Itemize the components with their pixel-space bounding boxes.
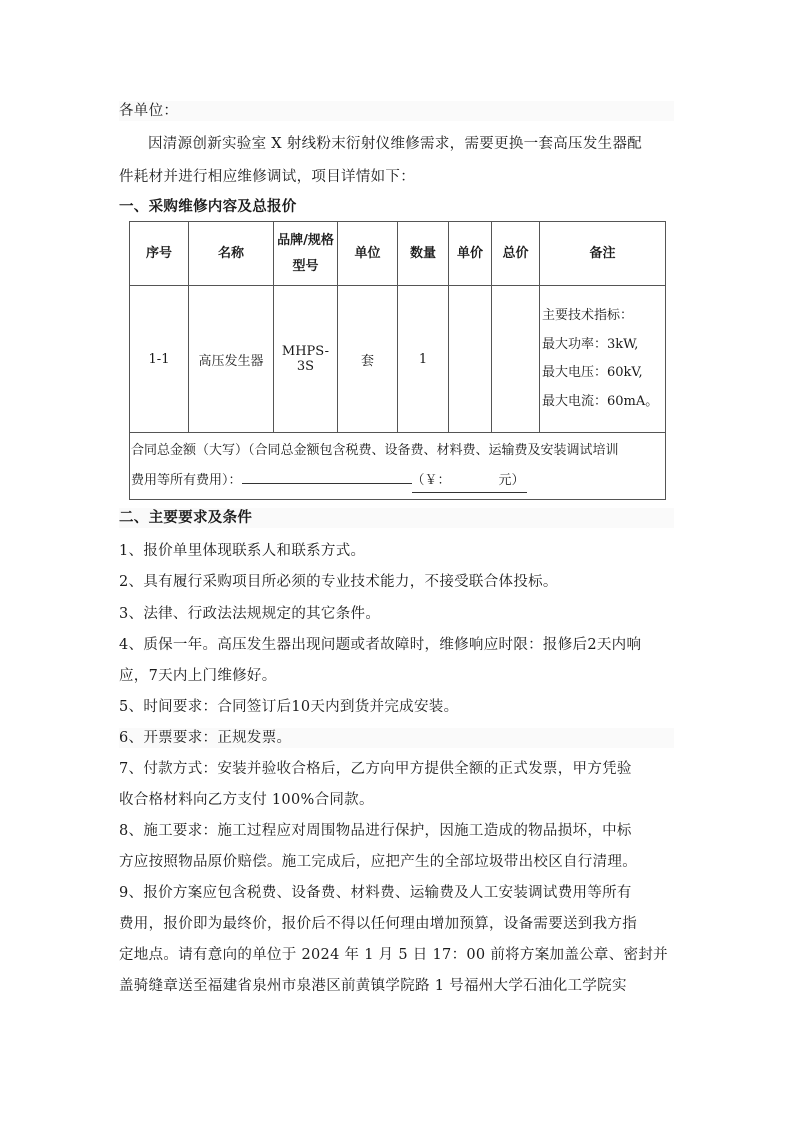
salutation: 各单位： — [119, 101, 674, 121]
total-prefix: 费用等所有费用）： — [131, 473, 242, 488]
header-unit: 单位 — [338, 222, 398, 286]
yen-open: （￥： — [411, 473, 451, 488]
table-total-row — [130, 433, 666, 500]
cell-unit-price[interactable] — [449, 286, 492, 433]
quote-table — [129, 221, 666, 500]
header-total-price: 总价 — [492, 222, 540, 286]
header-index: 序号 — [130, 222, 189, 286]
remarks-line: 最大电流：60mA。 — [542, 393, 659, 409]
cell-index: 1-1 — [130, 286, 189, 433]
cell-brand: MHPS-3S — [274, 286, 338, 433]
requirement-line: 9、报价方案应包含税费、设备费、材料费、运输费及人工安装调试费用等所有 — [119, 885, 632, 901]
total-amount-cell — [130, 433, 666, 500]
amount-number-field[interactable] — [412, 470, 527, 493]
requirement-line: 1、报价单里体现联系人和联系方式。 — [119, 543, 366, 559]
intro-line-1: 因清源创新实验室 X 射线粉末衍射仪维修需求，需要更换一套高压发生器配 — [148, 136, 643, 152]
section-2-heading: 二、主要要求及条件 — [119, 508, 674, 528]
requirement-line: 盖骑缝章送至福建省泉州市泉港区前黄镇学院路 1 号福州大学石油化工学院实 — [119, 978, 627, 994]
cell-remarks — [540, 286, 666, 433]
remarks-line: 最大电压：60kV, — [542, 365, 643, 380]
section-1-heading: 一、采购维修内容及总报价 — [119, 199, 297, 215]
header-unit-price: 单价 — [449, 222, 492, 286]
requirement-line: 定地点。请有意向的单位于 2024 年 1 月 5 日 17：00 前将方案加盖公章、密封并 — [119, 947, 668, 963]
total-line-1: 合同总金额（大写）（合同总金额包含税费、设备费、材料费、运输费及安装调试培训 — [131, 443, 619, 458]
requirement-line: 8、施工要求：施工过程应对周围物品进行保护，因施工造成的物品损坏，中标 — [119, 823, 632, 839]
header-brand — [274, 222, 338, 286]
requirement-line: 费用，报价即为最终价，报价后不得以任何理由增加预算，设备需要送到我方指 — [119, 916, 637, 932]
requirement-line: 6、开票要求：正规发票。 — [119, 728, 674, 748]
cell-name: 高压发生器 — [189, 286, 274, 433]
cell-total-price[interactable] — [492, 286, 540, 433]
intro-line-2: 件耗材并进行相应维修调试，项目详情如下： — [119, 169, 415, 185]
requirement-line: 4、质保一年。高压发生器出现问题或者故障时，维修响应时限：报修后2天内响 — [119, 637, 642, 653]
header-brand-line-1: 品牌/规格 — [277, 232, 334, 248]
header-remarks: 备注 — [540, 222, 666, 286]
requirement-line: 方应按照物品原价赔偿。施工完成后，应把产生的全部垃圾带出校区自行清理。 — [119, 854, 637, 870]
requirement-line: 应，7天内上门维修好。 — [119, 668, 277, 684]
cell-quantity: 1 — [398, 286, 449, 433]
requirement-line: 2、具有履行采购项目所必须的专业技术能力，不接受联合体投标。 — [119, 574, 558, 590]
remarks-line: 主要技术指标： — [542, 308, 634, 323]
total-line-2 — [131, 466, 665, 496]
requirement-line: 3、法律、行政法法规规定的其它条件。 — [119, 606, 381, 622]
yen-close: 元） — [498, 473, 525, 488]
table-header-row — [130, 222, 666, 286]
header-name: 名称 — [189, 222, 274, 286]
amount-words-field[interactable] — [242, 483, 412, 484]
requirement-line: 5、时间要求：合同签订后10天内到货并完成安装。 — [119, 699, 459, 715]
remarks-line: 最大功率：3kW, — [542, 336, 639, 352]
cell-unit: 套 — [338, 286, 398, 433]
requirement-line: 7、付款方式：安装并验收合格后，乙方向甲方提供全额的正式发票，甲方凭验 — [119, 761, 632, 777]
header-brand-line-2: 型号 — [292, 258, 319, 274]
requirement-line: 收合格材料向乙方支付 100%合同款。 — [119, 792, 374, 808]
table-row — [130, 286, 666, 433]
header-quantity: 数量 — [398, 222, 449, 286]
